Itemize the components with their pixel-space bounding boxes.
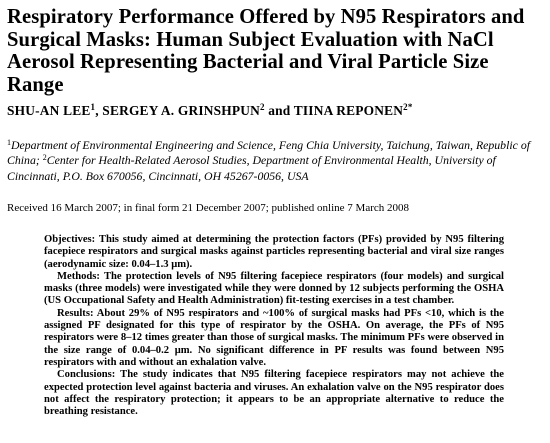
abstract-objectives xyxy=(44,234,504,271)
abstract-label: Objectives: xyxy=(44,234,96,245)
abstract-conclusions xyxy=(44,369,504,418)
author-affiliation-mark: 2* xyxy=(403,102,413,112)
affiliations xyxy=(7,138,547,184)
paper-title: Respiratory Performance Offered by N95 Respirators and Surgical Masks: Human Subject Evaluation with NaCl Aerosol Representing Bacterial and Viral Particle Size Range xyxy=(7,6,525,96)
abstract-label: Methods: xyxy=(57,270,100,282)
abstract-text: The protection levels of N95 filtering facepiece respirators (four models) and surgical masks (three models) were investigated while they were donned by 12 subjects performing the OSHA (US Occupational Safety and Health Administration) fit-testing exercises in a test chamber. xyxy=(44,270,504,307)
author-name: SERGEY A. GRINSHPUN xyxy=(102,103,260,118)
author-name: TIINA REPONEN xyxy=(293,103,404,118)
abstract-label: Results: xyxy=(57,307,94,319)
author-list xyxy=(7,103,547,119)
abstract-results xyxy=(44,308,504,369)
abstract-text: About 29% of N95 respirators and ~100% of surgical masks had PFs <10, which is the assigned PF designated for this type of respirator by the OSHA. On average, the PFs of N95 respirators were 8–12 times greater than those of surgical masks. The minimum PFs were observed in the size range of 0.04–0.2 μm. No significant difference in PF results was found between N95 respirators with and without an exhalation valve. xyxy=(44,307,504,368)
author-affiliation-mark: 2 xyxy=(260,102,265,112)
abstract-methods xyxy=(44,271,504,308)
affiliation-mark: 1 xyxy=(7,138,11,147)
author-separator: , xyxy=(95,103,103,118)
abstract xyxy=(44,234,504,418)
author-separator: and xyxy=(264,103,294,118)
author-name: SHU-AN LEE xyxy=(7,103,91,118)
affiliation-mark: 2 xyxy=(42,153,47,163)
abstract-label: Conclusions: xyxy=(57,369,116,381)
abstract-text: The study indicates that N95 filtering facepiece respirators may not achieve the expected protection level against bacteria and viruses. An exhalation valve on the N95 respirator does not affect the respiratory protection; it appears to be an appropriate alternative to reduce the breathing resistance. xyxy=(44,369,504,418)
author-affiliation-mark: 1 xyxy=(90,102,96,112)
affiliation-text: Center for Health-Related Aerosol Studies, Department of Environmental Health, University of Cincinnati, P.O. Box 670056, Cincinnati, OH 45267-0056, USA xyxy=(7,153,496,183)
affiliation-text: Department of Environmental Engineering and Science, Feng Chia University, Taichung, Taiwan, Republic of China; xyxy=(7,138,530,168)
abstract-text: This study aimed at determining the protection factors (PFs) provided by N95 filtering facepiece respirators and surgical masks against particles representing bacterial and viral size ranges (aerodynamic size: 0.04–1.3 μm). xyxy=(44,234,504,270)
publication-dates: Received 16 March 2007; in final form 21 December 2007; published online 7 March 2008 xyxy=(7,202,410,214)
